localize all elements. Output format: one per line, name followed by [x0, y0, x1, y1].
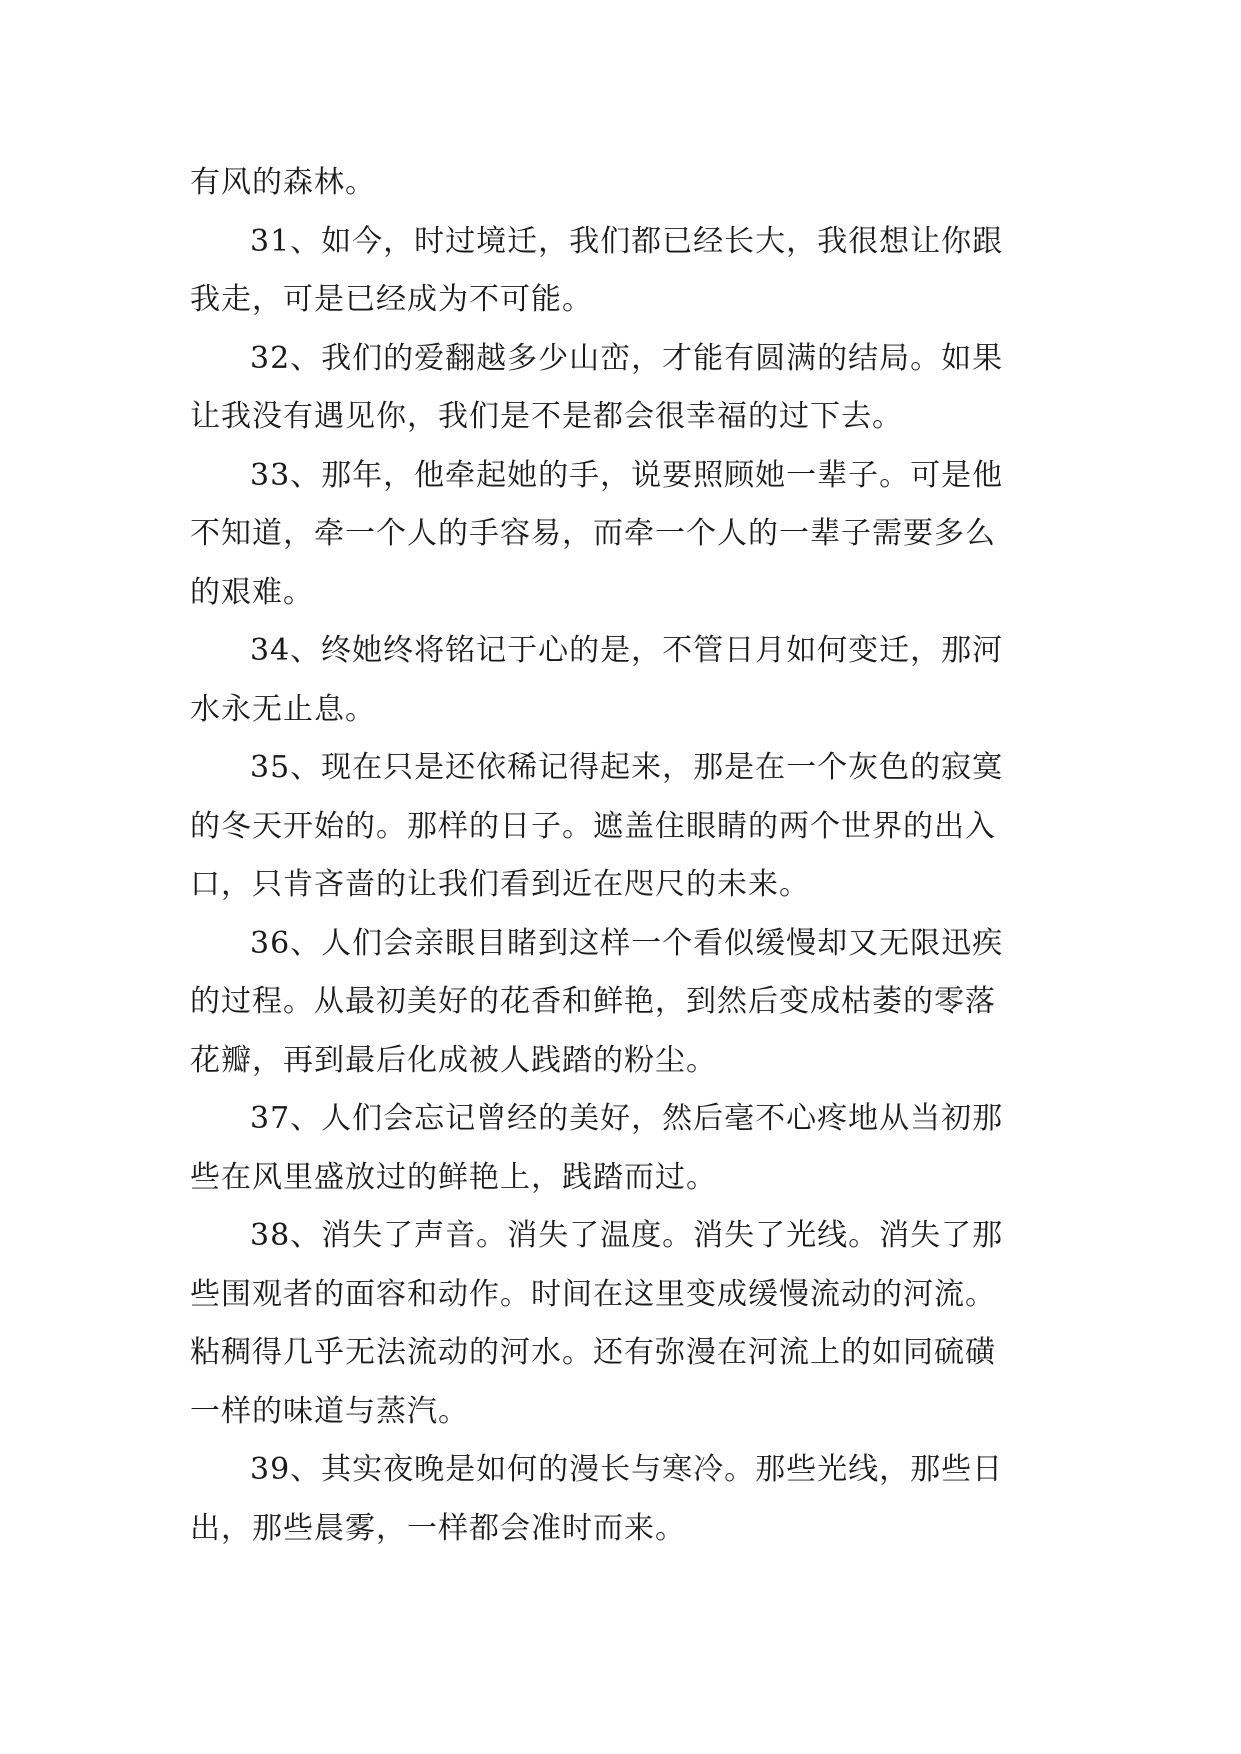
paragraph — [190, 622, 1070, 739]
paragraph — [190, 154, 1070, 213]
text-line: 32、我们的爱翻越多少山峦，才能有圆满的结局。如果 — [250, 340, 1004, 376]
text-line: 一样的味道与蒸汽。 — [190, 1393, 469, 1429]
paragraph — [190, 330, 1070, 447]
text-line: 粘稠得几乎无法流动的河水。还有弥漫在河流上的如同硫磺 — [190, 1335, 996, 1370]
text-line: 38、消失了声音。消失了温度。消失了光线。消失了那 — [250, 1218, 1004, 1253]
text-line: 的过程。从最初美好的花香和鲜艳，到然后变成枯萎的零落 — [190, 984, 996, 1019]
text-line: 35、现在只是还依稀记得起来，那是在一个灰色的寂寞 — [250, 750, 1004, 785]
text-line: 出，那些晨雾，一样都会准时而来。 — [190, 1510, 686, 1546]
paragraph — [190, 1207, 1070, 1441]
text-line: 不知道，牵一个人的手容易，而牵一个人的一辈子需要多么 — [190, 516, 996, 551]
paragraph — [190, 915, 1070, 1091]
text-line: 的艰难。 — [190, 574, 314, 610]
text-line: 水永无止息。 — [190, 691, 376, 727]
paragraph — [190, 1090, 1070, 1207]
text-line: 37、人们会忘记曾经的美好，然后毫不心疼地从当初那 — [250, 1101, 1004, 1136]
text-line: 36、人们会亲眼目睹到这样一个看似缓慢却又无限迅疾 — [250, 925, 1004, 961]
text-line: 33、那年，他牵起她的手，说要照顾她一辈子。可是他 — [250, 457, 1004, 493]
text-line: 31、如今，时过境迁，我们都已经长大，我很想让你跟 — [250, 223, 1004, 259]
text-line: 些在风里盛放过的鲜艳上，践踏而过。 — [190, 1159, 717, 1195]
paragraph — [190, 213, 1070, 330]
paragraph — [190, 739, 1070, 915]
document-body — [190, 154, 1070, 1558]
text-line: 口，只肯吝啬的让我们看到近在咫尺的未来。 — [190, 867, 810, 902]
text-line: 些围观者的面容和动作。时间在这里变成缓慢流动的河流。 — [190, 1276, 996, 1312]
text-line: 39、其实夜晚是如何的漫长与寒冷。那些光线，那些日 — [250, 1452, 1004, 1487]
text-line: 花瓣，再到最后化成被人践踏的粉尘。 — [190, 1042, 717, 1078]
text-line: 的冬天开始的。那样的日子。遮盖住眼睛的两个世界的出入 — [190, 808, 996, 844]
text-line: 34、终她终将铭记于心的是，不管日月如何变迁，那河 — [250, 633, 1004, 668]
paragraph — [190, 1441, 1070, 1558]
paragraph — [190, 447, 1070, 623]
text-line: 我走，可是已经成为不可能。 — [190, 282, 593, 317]
text-line: 有风的森林。 — [190, 165, 376, 200]
text-line: 让我没有遇见你，我们是不是都会很幸福的过下去。 — [190, 399, 903, 434]
